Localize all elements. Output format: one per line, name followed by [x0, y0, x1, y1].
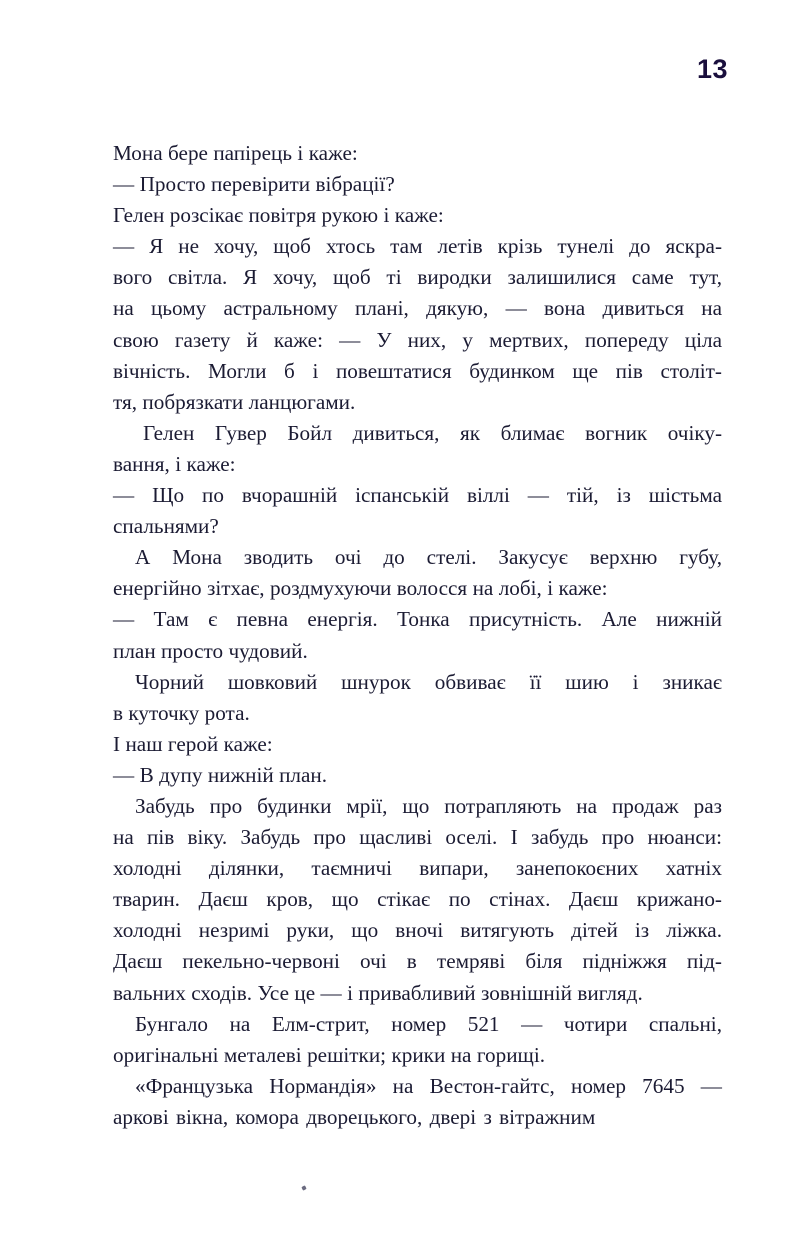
page-number: 13 — [696, 54, 728, 84]
text-line: на пів віку. Забудь про щасливі оселі. І забудь про нюанси: — [113, 825, 722, 850]
text-line: тя, побрязкати ланцюгами. — [113, 389, 356, 414]
text-line: — В дупу нижній план. — [113, 762, 328, 787]
text-line: Забудь про будинки мрії, що потрапляють на продаж раз — [135, 793, 722, 818]
paragraph — [113, 667, 722, 729]
paragraph — [113, 200, 722, 231]
text-line: «Французька Нормандія» на Вестон-гайтс, номер 7645 — — [135, 1073, 722, 1098]
text-line: спальнями? — [113, 514, 219, 539]
text-line: — Я не хочу, щоб хтось там летів крізь тунелі до яскра- — [113, 234, 722, 259]
text-line: енергійно зітхає, роздмухуючи волосся на лобі, і каже: — [113, 576, 608, 601]
paragraph — [113, 169, 722, 200]
text-line: вання, і каже: — [113, 451, 236, 476]
text-line: Чорний шовковий шнурок обвиває її шию і зникає — [135, 669, 722, 694]
text-line: вальних сходів. Усе це — і привабливий зовнішній вигляд. — [113, 980, 643, 1005]
paragraph — [113, 231, 722, 418]
text-line: холодні незримі руки, що вночі витягують дітей із ліжка. — [113, 918, 722, 943]
text-line: Бунгало на Елм-стрит, номер 521 — чотири спальні, — [135, 1011, 722, 1036]
text-line: — Там є певна енергія. Тонка присутність. Але нижній — [113, 607, 722, 632]
text-line: вічність. Могли б і повештатися будинком ще пів століт- — [113, 358, 722, 383]
text-line: тварин. Даєш кров, що стікає по стінах. Даєш крижано- — [113, 887, 722, 912]
text-line: оригінальні металеві решітки; крики на горищі. — [113, 1042, 546, 1067]
text-line: І наш герой каже: — [113, 731, 273, 756]
text-line: вого світла. Я хочу, щоб ті виродки залишилися саме тут, — [113, 265, 722, 290]
body-text-block — [113, 138, 722, 1133]
paragraph — [113, 1009, 722, 1071]
scan-artifact-speck — [301, 1185, 306, 1190]
text-line: в куточку рота. — [113, 700, 250, 725]
text-line: А Мона зводить очі до стелі. Закусує верхню губу, — [135, 545, 722, 570]
text-line: — Просто перевірити вібрації? — [113, 172, 395, 197]
paragraph — [113, 729, 722, 760]
paragraph — [113, 418, 722, 480]
text-line: план просто чудовий. — [113, 638, 308, 663]
text-line: аркові вікна, комора дворецького, двері з вітражним — [113, 1104, 596, 1129]
text-line: Гелен Гувер Бойл дивиться, як блимає вогник очіку- — [143, 420, 722, 445]
text-line: свою газету й каже: — У них, у мертвих, попереду ціла — [113, 327, 722, 352]
paragraph — [113, 480, 722, 542]
paragraph — [113, 138, 722, 169]
paragraph — [113, 604, 722, 666]
paragraph — [113, 791, 722, 1009]
text-line: на цьому астральному плані, дякую, — вона дивиться на — [113, 296, 722, 321]
paragraph — [113, 760, 722, 791]
text-line: Гелен розсікає повітря рукою і каже: — [113, 203, 444, 228]
paragraph — [113, 1071, 722, 1133]
text-line: Даєш пекельно-червоні очі в темряві біля підніжжя під- — [113, 949, 722, 974]
text-line: — Що по вчорашній іспанській віллі — тій, із шістьма — [113, 483, 722, 508]
paragraph — [113, 542, 722, 604]
text-line: холодні ділянки, таємничі випари, занепокоєних хатніх — [113, 856, 722, 881]
text-line: Мона бере папірець і каже: — [113, 141, 358, 165]
